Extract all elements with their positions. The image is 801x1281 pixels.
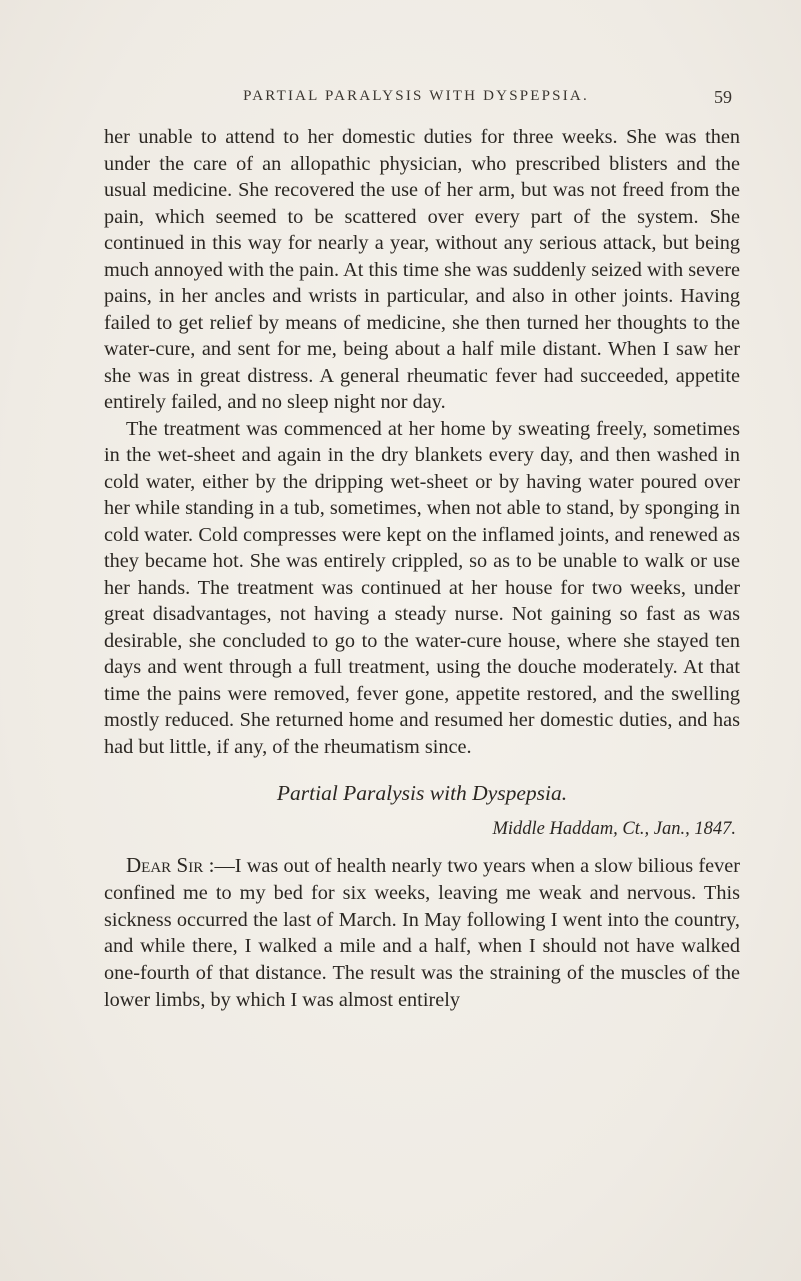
salutation: Dear Sir : [126, 853, 215, 877]
letter-text: —I was out of health nearly two years when a slow bilious fever confined me to my bed for six weeks, leaving me weak and nervous. This sickness occurred the last of March. In May following I went into the country, and while there, I walked a mile and a half, when I should not have walked one-fourth of that distance. The result was the straining of the muscles of the lower limbs, by which I was almost entirely [104, 855, 740, 1011]
body-text [104, 124, 740, 1014]
letter-paragraph [104, 852, 740, 1014]
page-number: 59 [714, 87, 732, 107]
paragraph-2: The treatment was commenced at her home by sweating freely, sometimes in the wet-sheet and again in the dry blankets every day, and then washed in cold water, either by the dripping wet-sheet or by having water poured over her while standing in a tub, sometimes, when not able to stand, by sponging in cold water. Cold compresses were kept on the inflamed joints, and renewed as they became hot. She was entirely crippled, so as to be unable to walk or use her hands. The treatment was continued at her house for two weeks, under great disadvantages, not having a steady nurse. Not gaining so fast as was desirable, she concluded to go to the water-cure house, where she stayed ten days and went through a full treatment, using the douche moderately. At that time the pains were removed, fever gone, appetite restored, and the swelling mostly reduced. She returned home and resumed her domestic duties, and has had but little, if any, of the rheumatism since. [104, 417, 740, 758]
section-title: Partial Paralysis with Dyspepsia. [276, 781, 568, 805]
running-title: PARTIAL PARALYSIS WITH DYSPEPSIA. [243, 88, 589, 104]
dateline: Middle Haddam, Ct., Jan., 1847. [492, 819, 736, 839]
running-head [96, 88, 736, 112]
paragraph-1: her unable to attend to her domestic duties for three weeks. She was then under the care of an allopathic physician, who prescribed blisters and the usual medicine. She recovered the use of her arm, but was not freed from the pain, which seemed to be scattered over every part of the system. She continued in this way for nearly a year, without any serious attack, but being much annoyed with the pain. At this time she was suddenly seized with severe pains, in her ancles and wrists in particular, and also in other joints. Having failed to get relief by means of medicine, she then turned her thoughts to the water-cure, and sent for me, being about a half mile distant. When I saw her she was in great distress. A general rheumatic fever had succeeded, appetite entirely failed, and no sleep night nor day. [104, 126, 740, 413]
